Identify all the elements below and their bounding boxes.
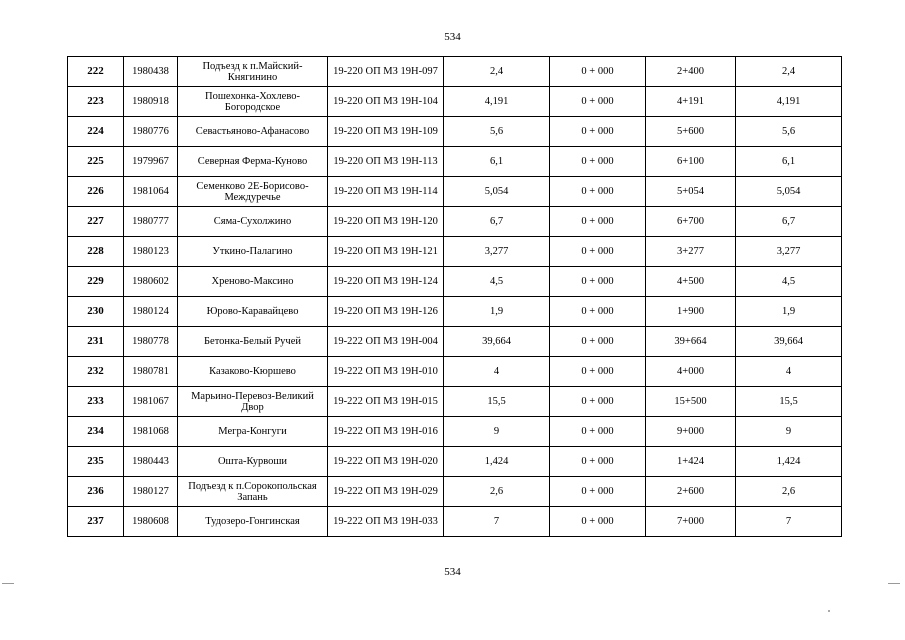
end-km-cell: 15+500: [646, 387, 736, 417]
start-km-cell: 0 + 000: [550, 357, 646, 387]
total-length-cell: 15,5: [736, 387, 842, 417]
road-name-cell: Северная Ферма-Куново: [178, 147, 328, 177]
length-cell: 5,054: [444, 177, 550, 207]
road-name-cell: Уткино-Палагино: [178, 237, 328, 267]
end-km-cell: 9+000: [646, 417, 736, 447]
road-id-cell: 19-222 ОП МЗ 19Н-029: [328, 477, 444, 507]
road-name-cell: Тудозеро-Гонгинская: [178, 507, 328, 537]
length-cell: 2,4: [444, 57, 550, 87]
total-length-cell: 2,6: [736, 477, 842, 507]
row-number-cell: 229: [68, 267, 124, 297]
road-name-cell: Ошта-Курвоши: [178, 447, 328, 477]
road-code-cell: 1980124: [124, 297, 178, 327]
row-number-cell: 224: [68, 117, 124, 147]
row-number-cell: 237: [68, 507, 124, 537]
end-km-cell: 5+054: [646, 177, 736, 207]
road-code-cell: 1980443: [124, 447, 178, 477]
table-row: [68, 237, 842, 267]
table-row: [68, 327, 842, 357]
row-number-cell: 232: [68, 357, 124, 387]
total-length-cell: 6,1: [736, 147, 842, 177]
row-number-cell: 228: [68, 237, 124, 267]
end-km-cell: 1+424: [646, 447, 736, 477]
total-length-cell: 1,9: [736, 297, 842, 327]
length-cell: 3,277: [444, 237, 550, 267]
road-code-cell: 1981067: [124, 387, 178, 417]
road-code-cell: 1980438: [124, 57, 178, 87]
row-number-cell: 235: [68, 447, 124, 477]
road-code-cell: 1980608: [124, 507, 178, 537]
road-code-cell: 1980123: [124, 237, 178, 267]
end-km-cell: 5+600: [646, 117, 736, 147]
road-code-cell: 1980776: [124, 117, 178, 147]
start-km-cell: 0 + 000: [550, 177, 646, 207]
road-code-cell: 1981068: [124, 417, 178, 447]
end-km-cell: 6+700: [646, 207, 736, 237]
road-name-cell: Хреново-Максино: [178, 267, 328, 297]
start-km-cell: 0 + 000: [550, 447, 646, 477]
end-km-cell: 4+000: [646, 357, 736, 387]
road-id-cell: 19-222 ОП МЗ 19Н-004: [328, 327, 444, 357]
road-code-cell: 1980781: [124, 357, 178, 387]
total-length-cell: 4: [736, 357, 842, 387]
table-row: [68, 87, 842, 117]
end-km-cell: 6+100: [646, 147, 736, 177]
row-number-cell: 225: [68, 147, 124, 177]
end-km-cell: 3+277: [646, 237, 736, 267]
start-km-cell: 0 + 000: [550, 387, 646, 417]
road-id-cell: 19-222 ОП МЗ 19Н-015: [328, 387, 444, 417]
length-cell: 4,191: [444, 87, 550, 117]
length-cell: 4,5: [444, 267, 550, 297]
road-name-cell: Казаково-Кюршево: [178, 357, 328, 387]
start-km-cell: 0 + 000: [550, 117, 646, 147]
road-name-cell: Подъезд к п.Сорокопольская Запань: [178, 477, 328, 507]
total-length-cell: 6,7: [736, 207, 842, 237]
road-id-cell: 19-220 ОП МЗ 19Н-109: [328, 117, 444, 147]
road-code-cell: 1979967: [124, 147, 178, 177]
end-km-cell: 2+600: [646, 477, 736, 507]
page-number-bottom: 534: [444, 566, 461, 578]
road-code-cell: 1980777: [124, 207, 178, 237]
table-row: [68, 177, 842, 207]
length-cell: 39,664: [444, 327, 550, 357]
row-number-cell: 231: [68, 327, 124, 357]
road-code-cell: 1980602: [124, 267, 178, 297]
roads-table: [67, 56, 842, 537]
row-number-cell: 223: [68, 87, 124, 117]
row-number-cell: 233: [68, 387, 124, 417]
page-number-top: 534: [444, 31, 461, 43]
table-row: [68, 57, 842, 87]
road-id-cell: 19-220 ОП МЗ 19Н-097: [328, 57, 444, 87]
table-row: [68, 357, 842, 387]
table-row: [68, 297, 842, 327]
road-id-cell: 19-220 ОП МЗ 19Н-114: [328, 177, 444, 207]
total-length-cell: 1,424: [736, 447, 842, 477]
road-code-cell: 1980918: [124, 87, 178, 117]
table-row: [68, 267, 842, 297]
road-id-cell: 19-220 ОП МЗ 19Н-120: [328, 207, 444, 237]
row-number-cell: 230: [68, 297, 124, 327]
length-cell: 1,9: [444, 297, 550, 327]
road-code-cell: 1980127: [124, 477, 178, 507]
road-id-cell: 19-220 ОП МЗ 19Н-113: [328, 147, 444, 177]
total-length-cell: 3,277: [736, 237, 842, 267]
total-length-cell: 5,054: [736, 177, 842, 207]
start-km-cell: 0 + 000: [550, 507, 646, 537]
road-id-cell: 19-220 ОП МЗ 19Н-126: [328, 297, 444, 327]
total-length-cell: 9: [736, 417, 842, 447]
total-length-cell: 5,6: [736, 117, 842, 147]
end-km-cell: 7+000: [646, 507, 736, 537]
road-name-cell: Юрово-Каравайцево: [178, 297, 328, 327]
table-row: [68, 507, 842, 537]
end-km-cell: 4+191: [646, 87, 736, 117]
length-cell: 4: [444, 357, 550, 387]
start-km-cell: 0 + 000: [550, 327, 646, 357]
row-number-cell: 227: [68, 207, 124, 237]
start-km-cell: 0 + 000: [550, 477, 646, 507]
row-number-cell: 236: [68, 477, 124, 507]
start-km-cell: 0 + 000: [550, 87, 646, 117]
length-cell: 15,5: [444, 387, 550, 417]
road-code-cell: 1980778: [124, 327, 178, 357]
start-km-cell: 0 + 000: [550, 147, 646, 177]
row-number-cell: 234: [68, 417, 124, 447]
road-id-cell: 19-222 ОП МЗ 19Н-033: [328, 507, 444, 537]
total-length-cell: 7: [736, 507, 842, 537]
length-cell: 2,6: [444, 477, 550, 507]
total-length-cell: 4,5: [736, 267, 842, 297]
end-km-cell: 39+664: [646, 327, 736, 357]
start-km-cell: 0 + 000: [550, 297, 646, 327]
road-id-cell: 19-220 ОП МЗ 19Н-104: [328, 87, 444, 117]
start-km-cell: 0 + 000: [550, 237, 646, 267]
road-id-cell: 19-222 ОП МЗ 19Н-010: [328, 357, 444, 387]
end-km-cell: 2+400: [646, 57, 736, 87]
table-row: [68, 147, 842, 177]
length-cell: 6,1: [444, 147, 550, 177]
row-number-cell: 222: [68, 57, 124, 87]
start-km-cell: 0 + 000: [550, 207, 646, 237]
length-cell: 9: [444, 417, 550, 447]
road-name-cell: Пошехонка-Хохлево-Богородское: [178, 87, 328, 117]
start-km-cell: 0 + 000: [550, 267, 646, 297]
start-km-cell: 0 + 000: [550, 417, 646, 447]
scan-edge-mark-right: [888, 583, 900, 584]
scan-speck: [828, 610, 830, 612]
length-cell: 5,6: [444, 117, 550, 147]
start-km-cell: 0 + 000: [550, 57, 646, 87]
total-length-cell: 39,664: [736, 327, 842, 357]
table-row: [68, 387, 842, 417]
road-id-cell: 19-220 ОП МЗ 19Н-124: [328, 267, 444, 297]
length-cell: 6,7: [444, 207, 550, 237]
table-row: [68, 477, 842, 507]
length-cell: 1,424: [444, 447, 550, 477]
length-cell: 7: [444, 507, 550, 537]
table-row: [68, 207, 842, 237]
road-id-cell: 19-220 ОП МЗ 19Н-121: [328, 237, 444, 267]
road-name-cell: Севастьяново-Афанасово: [178, 117, 328, 147]
scan-edge-mark-left: [2, 583, 14, 584]
road-id-cell: 19-222 ОП МЗ 19Н-020: [328, 447, 444, 477]
table-row: [68, 447, 842, 477]
road-id-cell: 19-222 ОП МЗ 19Н-016: [328, 417, 444, 447]
total-length-cell: 4,191: [736, 87, 842, 117]
total-length-cell: 2,4: [736, 57, 842, 87]
road-name-cell: Семенково 2Е-Борисово-Междуречье: [178, 177, 328, 207]
end-km-cell: 4+500: [646, 267, 736, 297]
road-name-cell: Мегра-Конгуги: [178, 417, 328, 447]
road-code-cell: 1981064: [124, 177, 178, 207]
table-row: [68, 117, 842, 147]
row-number-cell: 226: [68, 177, 124, 207]
road-name-cell: Марьино-Перевоз-Великий Двор: [178, 387, 328, 417]
road-name-cell: Бетонка-Белый Ручей: [178, 327, 328, 357]
end-km-cell: 1+900: [646, 297, 736, 327]
road-name-cell: Подъезд к п.Майский-Княгинино: [178, 57, 328, 87]
table-row: [68, 417, 842, 447]
road-name-cell: Сяма-Сухолжино: [178, 207, 328, 237]
